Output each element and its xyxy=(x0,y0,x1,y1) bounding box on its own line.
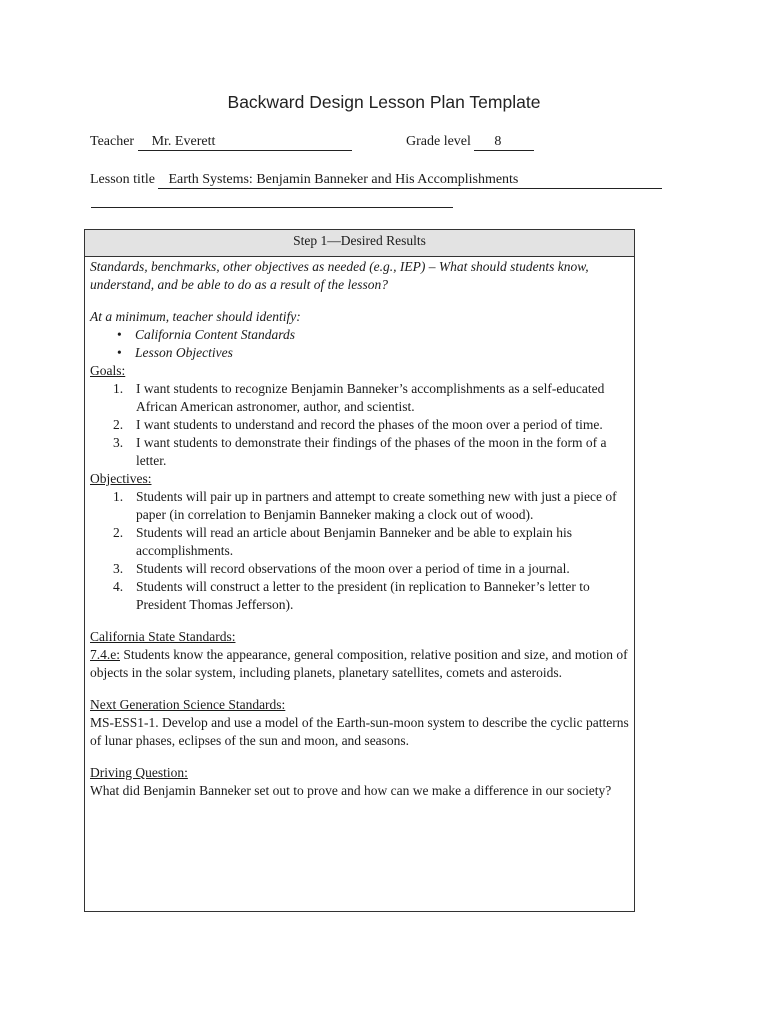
ngss-heading: Next Generation Science Standards: xyxy=(90,697,286,712)
list-item: • Lesson Objectives xyxy=(90,344,629,362)
teacher-value: Mr. Everett xyxy=(138,134,352,151)
list-item: 1. I want students to recognize Benjamin Banneker’s accomplishments as a self-educated African American astronomer, author, and scientist. xyxy=(113,381,605,414)
list-item: 3. Students will record observations of the moon over a period of time in a journal. xyxy=(113,561,570,576)
list-item: 2. Students will read an article about Benjamin Banneker and be able to explain his accomplishments. xyxy=(113,525,572,558)
list-item: 4. Students will construct a letter to the president (in replication to Banneker’s letter to President Thomas Jefferson). xyxy=(113,579,590,612)
step1-body xyxy=(85,257,634,800)
list-item: • California Content Standards xyxy=(90,326,629,344)
document-title: Backward Design Lesson Plan Template xyxy=(227,92,541,112)
lesson-title-label: Lesson title xyxy=(90,172,155,187)
minimum-list xyxy=(90,326,629,362)
list-item: 3. I want students to demonstrate their findings of the phases of the moon in the form of a letter. xyxy=(113,435,607,468)
standards-intro: Standards, benchmarks, other objectives as needed (e.g., IEP) – What should students know, understand, and be able to do as a result of the lesson? xyxy=(90,259,589,292)
lesson-title-field xyxy=(90,172,662,189)
step1-header: Step 1—Desired Results xyxy=(85,230,634,257)
goals-list xyxy=(90,380,629,470)
objectives-list xyxy=(90,488,629,614)
driving-question-heading: Driving Question: xyxy=(90,765,188,780)
ca-standard-text: 7.4.e: Students know the appearance, general composition, relative position and size, and motion of objects in the solar system, including planets, planetary satellites, comets and asteroids. xyxy=(90,647,628,680)
grade-value: 8 xyxy=(474,134,534,151)
driving-question-text: What did Benjamin Banneker set out to prove and how can we make a difference in our society? xyxy=(90,783,612,798)
teacher-field xyxy=(90,134,352,151)
goals-heading: Goals: xyxy=(90,363,126,378)
lesson-title-value: Earth Systems: Benjamin Banneker and His Accomplishments xyxy=(158,172,662,189)
minimum-note: At a minimum, teacher should identify: xyxy=(90,309,301,324)
ngss-text: MS-ESS1-1. Develop and use a model of the Earth-sun-moon system to describe the cyclic patterns of lunar phases, eclipses of the sun and moon, and seasons. xyxy=(90,715,629,748)
lesson-title-continuation-line xyxy=(91,207,453,208)
step1-box xyxy=(84,229,635,912)
list-item: 2. I want students to understand and record the phases of the moon over a period of time. xyxy=(113,417,603,432)
teacher-label: Teacher xyxy=(90,134,135,149)
grade-field xyxy=(406,134,534,151)
ca-standard-code: 7.4.e: xyxy=(90,647,120,662)
grade-label: Grade level xyxy=(406,134,471,149)
list-item: 1. Students will pair up in partners and attempt to create something new with just a piece of paper (in correlation to Benjamin Banneker making a clock out of wood). xyxy=(113,489,617,522)
objectives-heading: Objectives: xyxy=(90,471,152,486)
ca-standards-heading: California State Standards: xyxy=(90,629,236,644)
